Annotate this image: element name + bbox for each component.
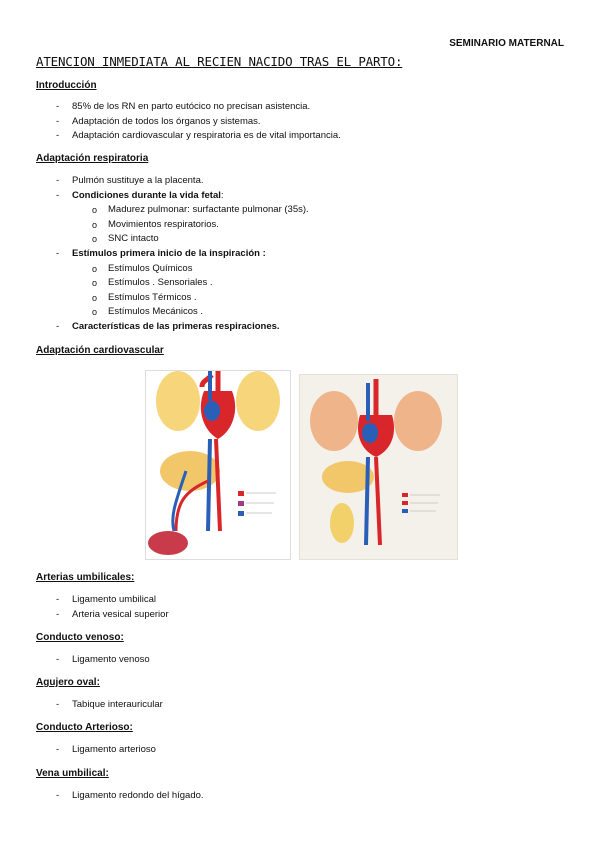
umbilical-arteries-heading: Arterias umbilicales: <box>36 572 135 583</box>
list-item <box>56 320 309 335</box>
list-item: o Estímulos Mecánicos . <box>92 305 309 320</box>
resp-heading: Adaptación respiratoria <box>36 153 149 164</box>
stim-list <box>72 262 309 320</box>
fetal-circulation-svg <box>146 371 290 559</box>
ductus-arteriosus-heading: Conducto Arterioso: <box>36 722 133 733</box>
list-item: - Tabique interauricular <box>56 698 163 713</box>
stim-label: Estímulos primera inicio de la inspiración : <box>72 247 266 259</box>
cond-label: Condiciones durante la vida fetal <box>72 189 221 201</box>
list-item <box>56 247 309 320</box>
cond-list <box>72 203 309 247</box>
list-item: - Ligamento umbilical <box>56 593 169 608</box>
list-item: o SNC intacto <box>92 232 309 247</box>
ductus-venosus-heading: Conducto venoso: <box>36 632 124 643</box>
ductus-venosus-list <box>56 653 150 668</box>
list-item: - Adaptación de todos los órganos y sistemas. <box>56 115 341 130</box>
list-item: - Condiciones durante la vida fetal: o Madurez pulmonar: surfactante pulmonar (35s). o Movimientos respiratorios. o SNC intacto <box>56 189 309 247</box>
char-label: Características de las primeras respiraciones. <box>72 320 280 332</box>
header-label: SEMINARIO MATERNAL <box>449 38 564 49</box>
neonatal-circulation-svg <box>300 375 457 559</box>
document-title: ATENCION INMEDIATA AL RECIEN NACIDO TRAS EL PARTO: <box>36 54 403 69</box>
umbilical-arteries-list <box>56 593 169 622</box>
ductus-arteriosus-list <box>56 743 156 758</box>
resp-list <box>56 174 309 335</box>
list-item: - 85% de los RN en parto eutócico no precisan asistencia. <box>56 100 341 115</box>
list-item: - Ligamento redondo del hígado. <box>56 789 204 804</box>
foramen-ovale-heading: Agujero oval: <box>36 677 100 688</box>
umbilical-vein-heading: Vena umbilical: <box>36 768 109 779</box>
intro-list <box>56 100 341 144</box>
list-item: o Estímulos Térmicos . <box>92 291 309 306</box>
foramen-ovale-list <box>56 698 163 713</box>
list-item: - Ligamento arterioso <box>56 743 156 758</box>
list-item: - Pulmón sustituye a la placenta. <box>56 174 309 189</box>
list-item: - Arteria vesical superior <box>56 608 169 623</box>
list-item: o Movimientos respiratorios. <box>92 218 309 233</box>
list-item: - Adaptación cardiovascular y respiratoria es de vital importancia. <box>56 129 341 144</box>
intro-heading: Introducción <box>36 80 97 91</box>
list-item: o Estímulos . Sensoriales . <box>92 276 309 291</box>
fetal-circulation-illustration <box>145 370 291 560</box>
neonatal-circulation-illustration <box>299 374 458 560</box>
list-item: o Madurez pulmonar: surfactante pulmonar (35s). <box>92 203 309 218</box>
umbilical-vein-list <box>56 789 204 804</box>
list-item: o Estímulos Químicos <box>92 262 309 277</box>
list-item: - Ligamento venoso <box>56 653 150 668</box>
cardio-heading: Adaptación cardiovascular <box>36 345 164 356</box>
